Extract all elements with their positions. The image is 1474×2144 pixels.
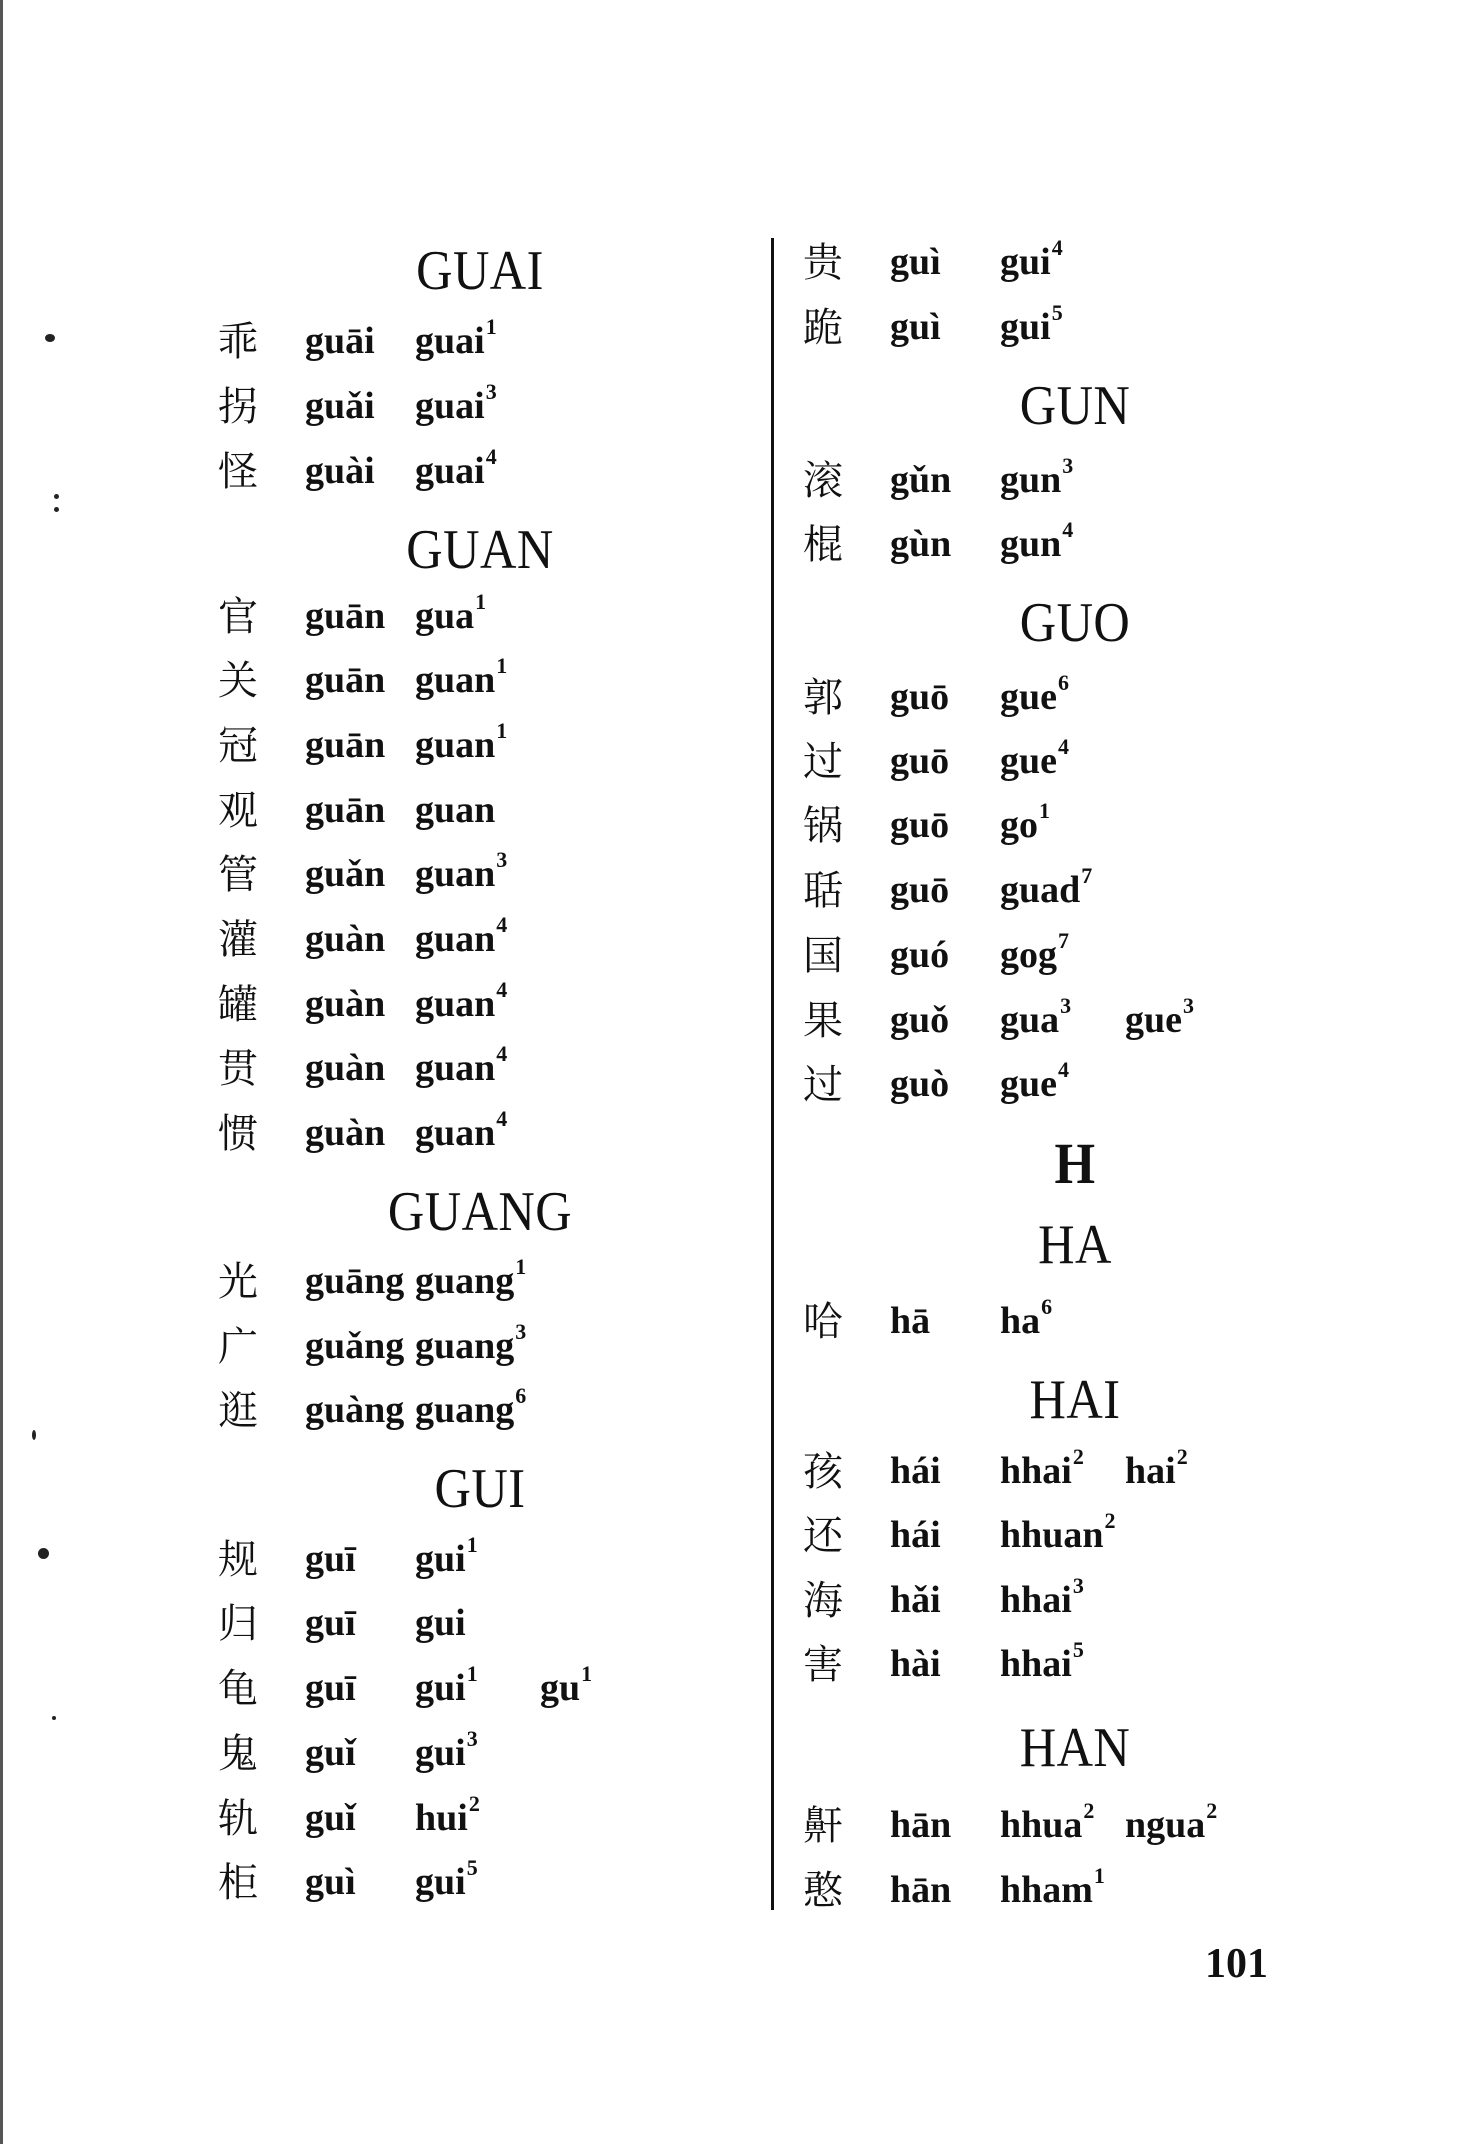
pinyin-reading: guǎn — [305, 853, 386, 895]
hanzi-character: 灌 — [218, 917, 258, 963]
section-heading-hai: HAI — [1029, 1369, 1121, 1431]
dictionary-entry — [795, 798, 1355, 854]
dialect-text: gua — [415, 595, 475, 637]
pinyin-reading: guī — [305, 1667, 356, 1709]
hanzi-character: 跪 — [803, 305, 843, 351]
dialect-text: gu — [540, 1667, 581, 1709]
dictionary-entry — [795, 863, 1355, 919]
dialect-reading — [1000, 993, 1072, 1041]
page-edge-line — [0, 0, 3, 2144]
hanzi-character: 官 — [218, 594, 258, 640]
tone-number: 4 — [1051, 235, 1063, 260]
hanzi-character: 贵 — [803, 240, 843, 286]
dialect-reading — [1000, 1294, 1053, 1342]
dictionary-entry — [795, 517, 1355, 573]
pinyin-reading: guàn — [305, 983, 386, 1025]
dialect-text: guan — [415, 983, 496, 1025]
section-heading-gun: GUN — [1019, 375, 1131, 437]
dictionary-entry — [210, 1791, 750, 1847]
dictionary-entry — [795, 928, 1355, 984]
tone-number: 1 — [1093, 1863, 1105, 1888]
dictionary-entry — [210, 912, 750, 968]
hanzi-character: 国 — [803, 933, 843, 979]
dialect-text: gun — [1000, 523, 1062, 565]
pinyin-reading: guàn — [305, 1047, 386, 1089]
pinyin-reading: hái — [890, 1450, 941, 1492]
dictionary-entry — [210, 653, 750, 709]
pinyin-reading: guì — [890, 241, 941, 283]
section-heading-han: HAN — [1019, 1717, 1131, 1779]
dialect-text: hui — [415, 1797, 468, 1839]
scan-speck — [52, 1716, 56, 1720]
pinyin-reading: hǎi — [890, 1579, 941, 1621]
dictionary-entry — [795, 235, 1355, 291]
tone-number: 2 — [1072, 1444, 1084, 1469]
dictionary-entry — [795, 1798, 1355, 1854]
tone-number: 4 — [1062, 517, 1074, 542]
dictionary-entry — [210, 1383, 750, 1439]
dictionary-entry — [210, 314, 750, 370]
section-heading-guai: GUAI — [416, 240, 544, 302]
tone-number: 1 — [496, 718, 508, 743]
hanzi-character: 果 — [803, 998, 843, 1044]
scan-speck — [45, 334, 55, 342]
hanzi-character: 锅 — [803, 803, 843, 849]
dialect-text: guai — [415, 450, 485, 492]
dialect-text: guan — [415, 789, 496, 831]
tone-number: 5 — [1051, 300, 1063, 325]
pinyin-reading: gùn — [890, 523, 952, 565]
tone-number: 4 — [496, 912, 508, 937]
dialect-reading — [415, 1661, 478, 1709]
tone-number: 3 — [1060, 993, 1072, 1018]
tone-number: 2 — [1176, 1444, 1188, 1469]
dictionary-entry — [210, 1254, 750, 1310]
dialect-reading — [1000, 863, 1093, 911]
dictionary-entry — [210, 718, 750, 774]
dialect-text: guan — [415, 853, 496, 895]
hanzi-character: 观 — [218, 788, 258, 834]
dialect-reading — [415, 977, 508, 1025]
tone-number: 2 — [468, 1791, 480, 1816]
pinyin-reading: guài — [305, 450, 375, 492]
dialect-reading — [415, 912, 508, 960]
hanzi-character: 滚 — [803, 458, 843, 504]
dialect-text: hhai — [1000, 1579, 1072, 1621]
pinyin-reading: guó — [890, 934, 950, 976]
pinyin-reading: guì — [305, 1861, 356, 1903]
hanzi-character: 孩 — [803, 1449, 843, 1495]
tone-number: 4 — [496, 977, 508, 1002]
hanzi-character: 逛 — [218, 1388, 258, 1434]
dictionary-entry — [795, 1573, 1355, 1629]
tone-number: 3 — [485, 379, 497, 404]
page-number: 101 — [1205, 1941, 1268, 1987]
pinyin-reading: guān — [305, 789, 386, 831]
hanzi-character: 鬼 — [218, 1731, 258, 1777]
dictionary-entry — [795, 993, 1355, 1049]
tone-number: 4 — [485, 444, 497, 469]
dialect-reading — [1000, 928, 1069, 976]
tone-number: 5 — [466, 1855, 478, 1880]
tone-number: 7 — [1081, 863, 1093, 888]
pinyin-reading: guàn — [305, 1112, 386, 1154]
hanzi-character: 柜 — [218, 1860, 258, 1906]
dialect-text: gui — [415, 1732, 466, 1774]
dictionary-entry — [210, 1041, 750, 1097]
dialect-reading — [540, 1661, 593, 1709]
section-heading-guo: GUO — [1019, 592, 1131, 654]
hanzi-character: 聒 — [803, 868, 843, 914]
dialect-reading — [1000, 798, 1050, 846]
section-letter-h: H — [1054, 1131, 1096, 1196]
pinyin-reading: guān — [305, 595, 386, 637]
dialect-text: guang — [415, 1260, 515, 1302]
pinyin-reading: guǎi — [305, 385, 375, 427]
dialect-text: gua — [1000, 999, 1060, 1041]
pinyin-reading: guò — [890, 1063, 950, 1105]
dialect-reading — [415, 1532, 478, 1580]
dialect-text: hham — [1000, 1869, 1093, 1911]
dialect-text: hhuan — [1000, 1514, 1104, 1556]
dialect-text: guai — [415, 320, 485, 362]
hanzi-character: 哈 — [803, 1299, 843, 1345]
tone-number: 4 — [1058, 1057, 1069, 1082]
pinyin-reading: guǒ — [890, 999, 950, 1041]
dialect-reading — [1000, 1637, 1084, 1685]
dialect-reading — [415, 314, 497, 362]
section-heading-guang: GUANG — [387, 1181, 573, 1243]
hanzi-character: 光 — [218, 1259, 258, 1305]
hanzi-character: 广 — [218, 1324, 258, 1370]
tone-number: 7 — [1058, 928, 1069, 953]
dictionary-entry — [795, 1294, 1355, 1350]
dialect-reading — [415, 1041, 508, 1089]
dictionary-entry — [210, 1726, 750, 1782]
pinyin-reading: guǎng — [305, 1325, 405, 1367]
dialect-reading — [415, 791, 495, 829]
dialect-reading — [1000, 1798, 1095, 1846]
pinyin-reading: guī — [305, 1538, 356, 1580]
dialect-reading — [1000, 1057, 1069, 1105]
dictionary-entry — [210, 1532, 750, 1588]
hanzi-character: 过 — [803, 739, 843, 785]
dialect-reading — [415, 847, 508, 895]
dictionary-entry — [210, 847, 750, 903]
dialect-text: guan — [415, 918, 496, 960]
dialect-reading — [1125, 993, 1194, 1041]
tone-number: 1 — [485, 314, 497, 339]
hanzi-character: 轨 — [218, 1796, 258, 1842]
tone-number: 1 — [466, 1661, 478, 1686]
pinyin-reading: guō — [890, 869, 950, 911]
pinyin-reading: guǐ — [305, 1797, 356, 1839]
dialect-reading — [415, 1855, 478, 1903]
hanzi-character: 归 — [218, 1601, 258, 1647]
scan-speck — [54, 494, 59, 499]
dialect-text: gui — [415, 1667, 466, 1709]
pinyin-reading: hái — [890, 1514, 941, 1556]
dialect-text: gue — [1125, 999, 1182, 1041]
dictionary-entry — [210, 1106, 750, 1162]
dialect-reading — [1000, 670, 1069, 718]
dialect-reading — [415, 1254, 527, 1302]
hanzi-character: 过 — [803, 1062, 843, 1108]
hanzi-character: 贯 — [218, 1046, 258, 1092]
dialect-text: hai — [1125, 1450, 1176, 1492]
dictionary-entry — [210, 788, 750, 839]
pinyin-reading: guàn — [305, 918, 386, 960]
dialect-text: ha — [1000, 1300, 1041, 1342]
pinyin-reading: hān — [890, 1804, 952, 1846]
dialect-reading — [415, 653, 508, 701]
dialect-text: gui — [415, 1861, 466, 1903]
dialect-text: hhua — [1000, 1804, 1083, 1846]
tone-number: 2 — [1206, 1798, 1218, 1823]
pinyin-reading: guǐ — [305, 1732, 356, 1774]
pinyin-reading: guì — [890, 306, 941, 348]
hanzi-character: 关 — [218, 658, 258, 704]
pinyin-reading: guō — [890, 676, 950, 718]
tone-number: 6 — [1058, 670, 1069, 695]
dialect-reading — [1000, 300, 1063, 348]
dialect-text: hhai — [1000, 1450, 1072, 1492]
tone-number: 2 — [1083, 1798, 1095, 1823]
pinyin-reading: guō — [890, 804, 950, 846]
tone-number: 5 — [1072, 1637, 1084, 1662]
hanzi-character: 乖 — [218, 319, 258, 365]
dialect-reading — [1000, 734, 1069, 782]
tone-number: 3 — [1062, 453, 1074, 478]
pinyin-reading: guī — [305, 1602, 356, 1644]
dialect-text: gun — [1000, 459, 1062, 501]
pinyin-reading: guō — [890, 740, 950, 782]
tone-number: 3 — [1183, 993, 1194, 1018]
tone-number: 4 — [1058, 734, 1069, 759]
dialect-text: gui — [415, 1538, 466, 1580]
hanzi-character: 害 — [803, 1642, 843, 1688]
section-heading-ha: HA — [1038, 1214, 1112, 1276]
dialect-text: gui — [415, 1602, 466, 1644]
dialect-reading — [1000, 1508, 1116, 1556]
pinyin-reading: guāng — [305, 1260, 405, 1302]
tone-number: 4 — [496, 1106, 508, 1131]
dialect-text: guad — [1000, 869, 1081, 911]
dictionary-entry — [210, 1319, 750, 1375]
section-heading-guan: GUAN — [406, 519, 554, 581]
dialect-reading — [415, 1383, 527, 1431]
dictionary-entry — [795, 1444, 1355, 1500]
dialect-text: guan — [415, 724, 496, 766]
tone-number: 1 — [515, 1254, 527, 1279]
dictionary-entry — [795, 453, 1355, 509]
dialect-text: guan — [415, 1112, 496, 1154]
dialect-text: gue — [1000, 740, 1057, 782]
hanzi-character: 鼾 — [803, 1803, 843, 1849]
dictionary-entry — [210, 379, 750, 435]
tone-number: 2 — [1104, 1508, 1116, 1533]
dictionary-entry — [795, 1057, 1355, 1113]
dialect-text: guai — [415, 385, 485, 427]
dictionary-entry — [210, 1855, 750, 1911]
hanzi-character: 还 — [803, 1513, 843, 1559]
dialect-reading — [415, 1726, 478, 1774]
hanzi-character: 棍 — [803, 522, 843, 568]
dialect-reading — [1125, 1798, 1218, 1846]
hanzi-character: 规 — [218, 1537, 258, 1583]
tone-number: 3 — [466, 1726, 478, 1751]
hanzi-character: 惯 — [218, 1111, 258, 1157]
dialect-text: gog — [1000, 934, 1057, 976]
hanzi-character: 罐 — [218, 982, 258, 1028]
dialect-reading — [1000, 1863, 1105, 1911]
dictionary-entry — [210, 1661, 750, 1717]
dialect-reading — [1000, 1573, 1084, 1621]
tone-number: 4 — [496, 1041, 508, 1066]
dialect-reading — [1000, 1444, 1084, 1492]
dialect-text: hhai — [1000, 1643, 1072, 1685]
dialect-text: guan — [415, 1047, 496, 1089]
dialect-text: guan — [415, 659, 496, 701]
tone-number: 3 — [1072, 1573, 1084, 1598]
dialect-text: gue — [1000, 1063, 1057, 1105]
dialect-reading — [415, 1604, 466, 1642]
column-divider — [771, 238, 774, 1910]
tone-number: 6 — [1041, 1294, 1053, 1319]
tone-number: 1 — [581, 1661, 593, 1686]
dialect-reading — [415, 1106, 508, 1154]
pinyin-reading: hā — [890, 1300, 931, 1342]
hanzi-character: 怪 — [218, 449, 258, 495]
tone-number: 3 — [496, 847, 508, 872]
dialect-reading — [415, 444, 497, 492]
tone-number: 3 — [515, 1319, 527, 1344]
pinyin-reading: guāi — [305, 320, 375, 362]
scan-speck — [38, 1548, 49, 1559]
tone-number: 1 — [466, 1532, 478, 1557]
scan-speck — [54, 507, 59, 512]
dialect-reading — [1000, 517, 1074, 565]
dialect-text: gui — [1000, 306, 1051, 348]
pinyin-reading: guàng — [305, 1389, 405, 1431]
pinyin-reading: hān — [890, 1869, 952, 1911]
dialect-reading — [415, 589, 487, 637]
dialect-text: gue — [1000, 676, 1057, 718]
dictionary-entry — [795, 300, 1355, 356]
dialect-reading — [415, 1791, 480, 1839]
dictionary-entry — [795, 670, 1355, 726]
dialect-text: guang — [415, 1325, 515, 1367]
dictionary-entry — [210, 1601, 750, 1652]
pinyin-reading: hài — [890, 1643, 941, 1685]
hanzi-character: 龟 — [218, 1666, 258, 1712]
pinyin-reading: guān — [305, 724, 386, 766]
tone-number: 6 — [515, 1383, 527, 1408]
pinyin-reading: guān — [305, 659, 386, 701]
dialect-reading — [1000, 235, 1063, 283]
section-heading-gui: GUI — [434, 1458, 526, 1520]
dialect-reading — [415, 379, 497, 427]
hanzi-character: 拐 — [218, 384, 258, 430]
tone-number: 1 — [475, 589, 487, 614]
tone-number: 1 — [496, 653, 508, 678]
dictionary-entry — [795, 1637, 1355, 1693]
dictionary-entry — [210, 589, 750, 645]
dictionary-entry — [795, 1863, 1355, 1919]
dictionary-entry — [210, 444, 750, 500]
dialect-text: gui — [1000, 241, 1051, 283]
tone-number: 1 — [1039, 798, 1050, 823]
dictionary-entry — [210, 977, 750, 1033]
dictionary-entry — [795, 1508, 1355, 1564]
hanzi-character: 冠 — [218, 723, 258, 769]
dictionary-entry — [795, 734, 1355, 790]
dialect-reading — [1125, 1444, 1188, 1492]
dialect-reading — [1000, 453, 1074, 501]
hanzi-character: 郭 — [803, 675, 843, 721]
dialect-text: go — [1000, 804, 1038, 846]
scan-speck — [32, 1430, 36, 1440]
pinyin-reading: gǔn — [890, 459, 952, 501]
dialect-text: ngua — [1125, 1804, 1206, 1846]
dialect-reading — [415, 718, 508, 766]
dialect-reading — [415, 1319, 527, 1367]
hanzi-character: 管 — [218, 852, 258, 898]
hanzi-character: 憨 — [803, 1868, 843, 1914]
hanzi-character: 海 — [803, 1578, 843, 1624]
dialect-text: guang — [415, 1389, 515, 1431]
